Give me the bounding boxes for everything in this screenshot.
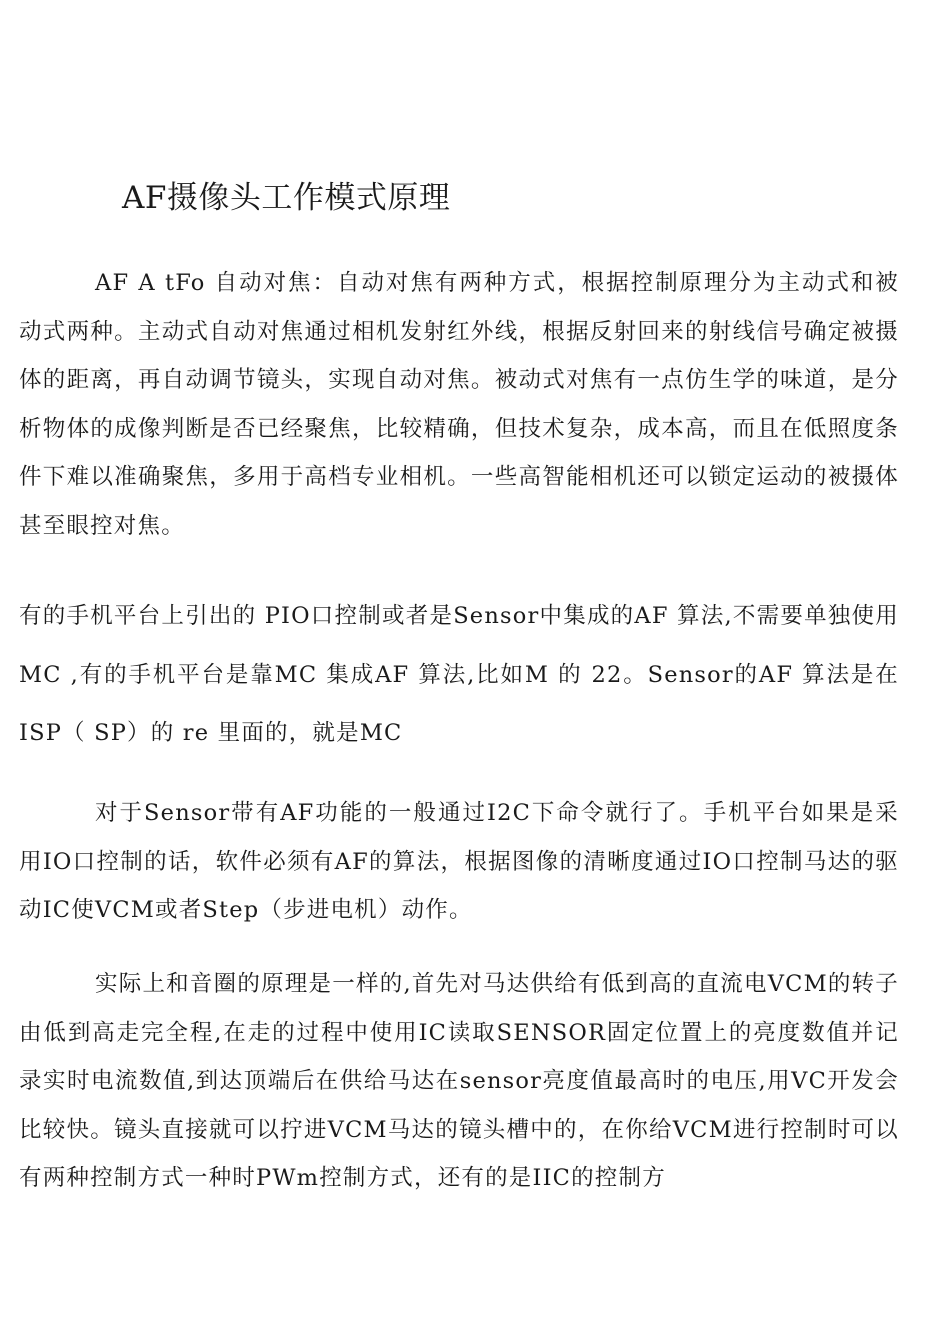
paragraph-autofocus-intro: AF A tFo 自动对焦：自动对焦有两种方式，根据控制原理分为主动式和被动式两种。主动式自动对焦通过相机发射红外线，根据反射回来的射线信号确定被摄体的距离，再自动调节镜头，实现自动对焦。被动式对焦有一点仿生学的味道，是分析物体的成像判断是否已经聚焦，比较精确，但技术复杂，成本高，而且在低照度条件下难以准确聚焦，多用于高档专业相机。一些高智能相机还可以锁定运动的被摄体甚至眼控对焦。 [19, 270, 899, 539]
paragraph-vcm-principle: 实际上和音圈的原理是一样的,首先对马达供给有低到高的直流电VCM的转子由低到高走完全程,在走的过程中使用IC读取SENSOR固定位置上的亮度数值并记录实时电流数值,到达顶端后在供给马达在sensor亮度值最高时的电压,用VC开发会比较快。镜头直接就可以拧进VCM马达的镜头槽中的，在你给VCM进行控制时可以有两种控制方式一种时PWm控制方式，还有的是IIC的控制方 [19, 971, 899, 1191]
document-title: AF摄像头工作模式原理 [122, 180, 451, 216]
paragraph-sensor-i2c: 对于Sensor带有AF功能的一般通过I2C下命令就行了。手机平台如果是采用IO口控制的话，软件必须有AF的算法，根据图像的清晰度通过IO口控制马达的驱动IC使VCM或者Step（步进电机）动作。 [19, 800, 899, 923]
paragraph-platform-control: 有的手机平台上引出的 PIO口控制或者是Sensor中集成的AF 算法,不需要单独使用MC ,有的手机平台是靠MC 集成AF 算法,比如M 的 22。Sensor的AF 算法是在ISP（ SP）的 re 里面的，就是MC [19, 603, 899, 746]
